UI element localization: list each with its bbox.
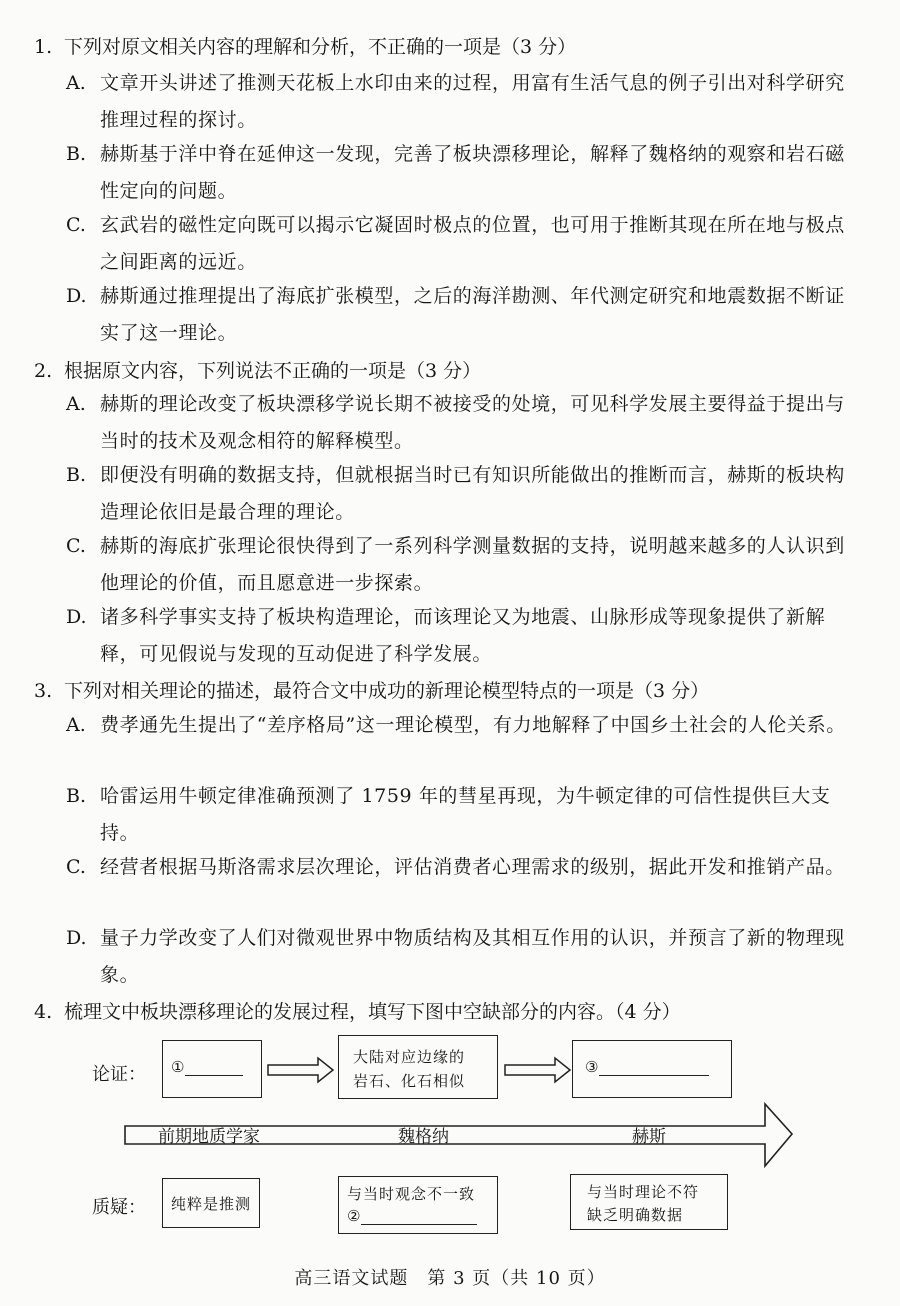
option-letter: A.: [66, 393, 86, 415]
option-text: 诸多科学事实支持了板块构造理论，而该理论又为地震、山脉形成等现象提供了新解释，可见假说与发现的互动促进了科学发展。: [100, 606, 826, 665]
question-number: 3.: [34, 680, 53, 702]
option-text: 玄武岩的磁性定向既可以揭示它凝固时极点的位置，也可用于推断其现在所在地与极点之间距离的远近。: [100, 214, 845, 273]
page-footer: 高三语文试题 第 3 页（共 10 页）: [294, 1268, 606, 1289]
question-3-stem: [34, 677, 854, 705]
doubt-box-1: [162, 1178, 260, 1228]
question-4-stem: [34, 998, 854, 1026]
option-letter: D.: [66, 606, 87, 628]
doubt-box-2: [338, 1176, 498, 1234]
option-3d: [66, 920, 856, 994]
blank-number: ①: [171, 1058, 186, 1076]
question-1-stem: [34, 33, 854, 61]
blank-marker: [171, 1058, 243, 1076]
proof-box-1: [162, 1040, 262, 1098]
option-letter: B.: [66, 143, 87, 165]
option-2b: [66, 457, 856, 531]
question-text: 下列对相关理论的描述，最符合文中成功的新理论模型特点的一项是（3 分）: [64, 680, 710, 702]
proof-label: 论证：: [92, 1064, 146, 1085]
option-1a: [66, 65, 856, 139]
box-text-line: 纯粹是推测: [171, 1195, 252, 1213]
option-text: 文章开头讲述了推测天花板上水印由来的过程，用富有生活气息的例子引出对科学研究推理过程的探讨。: [100, 72, 845, 131]
question-2-stem: [34, 357, 854, 385]
option-letter: B.: [66, 785, 87, 807]
answer-blank: [361, 1224, 477, 1225]
plate-theory-diagram: [80, 1030, 820, 1250]
option-3c: [66, 849, 856, 886]
option-2c: [66, 528, 856, 602]
option-1c: [66, 207, 856, 281]
option-text: 赫斯基于洋中脊在延伸这一发现，完善了板块漂移理论，解释了魏格纳的观察和岩石磁性定向的问题。: [100, 143, 845, 202]
option-1d: [66, 278, 856, 352]
option-letter: C.: [66, 856, 86, 878]
option-letter: D.: [66, 285, 87, 307]
option-3b: [66, 778, 856, 852]
blank-number: ③: [585, 1058, 600, 1076]
question-text: 根据原文内容，下列说法不正确的一项是（3 分）: [64, 360, 482, 382]
box-text-line: 与当时理论不符: [587, 1183, 700, 1201]
question-number: 1.: [34, 36, 53, 58]
box-text-line: 与当时观念不一致: [347, 1185, 476, 1203]
option-text: 赫斯通过推理提出了海底扩张模型，之后的海洋勘测、年代测定研究和地震数据不断证实了这一理论。: [100, 285, 845, 344]
question-number: 4.: [34, 1001, 53, 1023]
blank-number: ②: [347, 1207, 362, 1225]
option-letter: B.: [66, 464, 87, 486]
option-letter: D.: [66, 927, 87, 949]
option-2d: [66, 599, 856, 673]
arrow-right-icon: [268, 1058, 333, 1082]
option-letter: C.: [66, 214, 86, 236]
option-3a: [66, 707, 856, 744]
option-letter: C.: [66, 535, 86, 557]
option-text: 即便没有明确的数据支持，但就根据当时已有知识所能做出的推断而言，赫斯的板块构造理论依旧是最合理的理论。: [100, 464, 845, 523]
option-1b: [66, 136, 856, 210]
proof-box-2: [338, 1035, 498, 1099]
question-text: 下列对原文相关内容的理解和分析，不正确的一项是（3 分）: [64, 36, 577, 58]
question-text: 梳理文中板块漂移理论的发展过程，填写下图中空缺部分的内容。（4 分）: [64, 1001, 681, 1023]
option-text: 经营者根据马斯洛需求层次理论，评估消费者心理需求的级别，据此开发和推销产品。: [100, 856, 845, 878]
proof-box-3: [572, 1040, 732, 1098]
box-text-line: 缺乏明确数据: [587, 1206, 684, 1224]
blank-marker: [347, 1207, 477, 1225]
option-text: 量子力学改变了人们对微观世界中物质结构及其相互作用的认识，并预言了新的物理现象。: [100, 927, 845, 986]
blank-marker: [585, 1058, 709, 1076]
box-text-line: 岩石、化石相似: [353, 1072, 466, 1090]
box-text-line: 大陆对应边缘的: [353, 1048, 466, 1066]
option-text: 哈雷运用牛顿定律准确预测了 1759 年的彗星再现，为牛顿定律的可信性提供巨大支持。: [100, 785, 831, 844]
doubt-box-3: [570, 1174, 728, 1230]
option-text: 赫斯的海底扩张理论很快得到了一系列科学测量数据的支持，说明越来越多的人认识到他理论的价值，而且愿意进一步探索。: [100, 535, 845, 594]
question-number: 2.: [34, 360, 53, 382]
option-text: 赫斯的理论改变了板块漂移学说长期不被接受的处境，可见科学发展主要得益于提出与当时的技术及观念相符的解释模型。: [100, 393, 845, 452]
arrow-right-icon: [505, 1058, 570, 1082]
option-letter: A.: [66, 72, 86, 94]
answer-blank: [185, 1075, 243, 1076]
timeline-label-geologists: 前期地质学家: [158, 1127, 260, 1147]
answer-blank: [599, 1075, 709, 1076]
option-2a: [66, 386, 856, 460]
option-text: 费孝通先生提出了“差序格局”这一理论模型，有力地解释了中国乡土社会的人伦关系。: [100, 714, 846, 736]
option-letter: A.: [66, 714, 86, 736]
timeline-label-wegener: 魏格纳: [398, 1127, 449, 1147]
doubt-label: 质疑：: [92, 1197, 146, 1218]
timeline-label-hess: 赫斯: [632, 1127, 666, 1147]
